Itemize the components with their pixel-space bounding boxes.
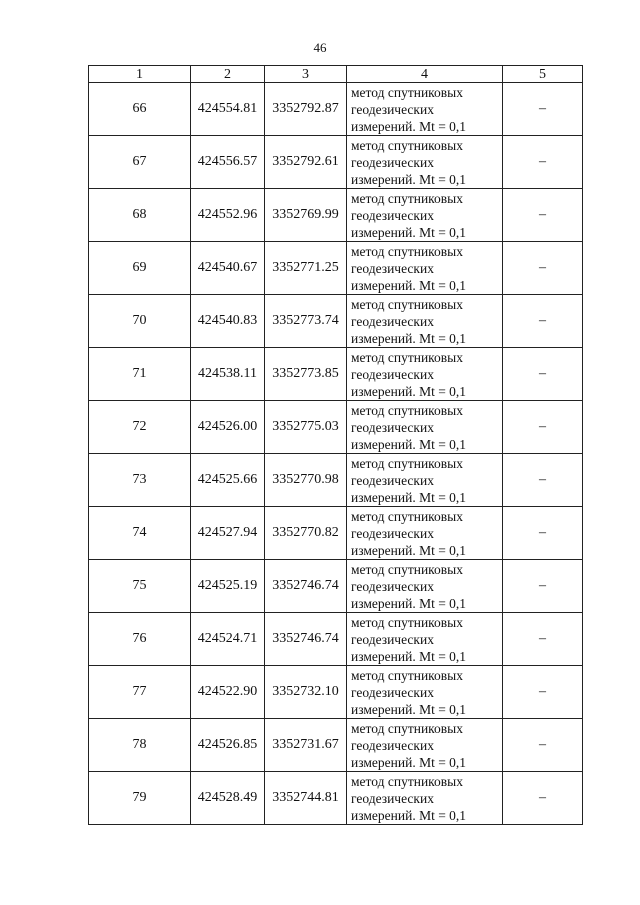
table-row — [89, 772, 583, 825]
method-text-line: измерений. Mt = 0,1 — [351, 754, 467, 770]
method-text-line: измерений. Mt = 0,1 — [351, 383, 467, 399]
x-coordinate-cell: 424556.57 — [191, 136, 265, 189]
column-header-4: 4 — [347, 66, 503, 83]
method-cell — [347, 401, 503, 454]
method-cell — [347, 719, 503, 772]
method-cell — [347, 507, 503, 560]
note-cell: – — [503, 189, 583, 242]
table-row — [89, 83, 583, 136]
y-coordinate-cell: 3352773.85 — [265, 348, 347, 401]
y-coordinate-cell: 3352773.74 — [265, 295, 347, 348]
point-number-cell: 78 — [89, 719, 191, 772]
table-row — [89, 719, 583, 772]
point-number-cell: 69 — [89, 242, 191, 295]
method-text-line: измерений. Mt = 0,1 — [351, 118, 467, 134]
method-cell — [347, 242, 503, 295]
method-text-line: измерений. Mt = 0,1 — [351, 648, 467, 664]
method-cell — [347, 295, 503, 348]
method-text-line: метод спутниковых — [351, 667, 463, 683]
method-text-line: измерений. Mt = 0,1 — [351, 224, 467, 240]
method-text-line: метод спутниковых — [351, 296, 463, 312]
method-cell — [347, 83, 503, 136]
method-cell — [347, 348, 503, 401]
point-number-cell: 77 — [89, 666, 191, 719]
method-cell — [347, 136, 503, 189]
y-coordinate-cell: 3352744.81 — [265, 772, 347, 825]
point-number-cell: 71 — [89, 348, 191, 401]
y-coordinate-cell: 3352792.87 — [265, 83, 347, 136]
point-number-cell: 73 — [89, 454, 191, 507]
method-text-line: метод спутниковых — [351, 455, 463, 471]
table-row — [89, 348, 583, 401]
method-cell — [347, 613, 503, 666]
method-text-line: метод спутниковых — [351, 84, 463, 100]
method-text-line: измерений. Mt = 0,1 — [351, 807, 467, 823]
method-text-line: измерений. Mt = 0,1 — [351, 330, 467, 346]
method-text-line: измерений. Mt = 0,1 — [351, 489, 467, 505]
column-header-5: 5 — [503, 66, 583, 83]
coordinates-table — [88, 65, 583, 825]
method-text-line: геодезических — [351, 525, 434, 541]
method-text-line: измерений. Mt = 0,1 — [351, 171, 467, 187]
note-cell: – — [503, 348, 583, 401]
x-coordinate-cell: 424526.85 — [191, 719, 265, 772]
column-header-3: 3 — [265, 66, 347, 83]
note-cell: – — [503, 295, 583, 348]
method-text-line: геодезических — [351, 472, 434, 488]
x-coordinate-cell: 424540.67 — [191, 242, 265, 295]
x-coordinate-cell: 424522.90 — [191, 666, 265, 719]
note-cell: – — [503, 507, 583, 560]
method-text-line: геодезических — [351, 419, 434, 435]
table-row — [89, 242, 583, 295]
method-text-line: геодезических — [351, 260, 434, 276]
y-coordinate-cell: 3352792.61 — [265, 136, 347, 189]
point-number-cell: 67 — [89, 136, 191, 189]
method-text-line: геодезических — [351, 684, 434, 700]
point-number-cell: 72 — [89, 401, 191, 454]
x-coordinate-cell: 424526.00 — [191, 401, 265, 454]
method-text-line: измерений. Mt = 0,1 — [351, 701, 467, 717]
x-coordinate-cell: 424540.83 — [191, 295, 265, 348]
note-cell: – — [503, 83, 583, 136]
method-text-line: геодезических — [351, 790, 434, 806]
method-text-line: геодезических — [351, 207, 434, 223]
column-header-2: 2 — [191, 66, 265, 83]
method-text-line: метод спутниковых — [351, 720, 463, 736]
x-coordinate-cell: 424552.96 — [191, 189, 265, 242]
y-coordinate-cell: 3352746.74 — [265, 613, 347, 666]
method-text-line: метод спутниковых — [351, 349, 463, 365]
method-text-line: метод спутниковых — [351, 190, 463, 206]
method-cell — [347, 189, 503, 242]
table-row — [89, 507, 583, 560]
table-row — [89, 666, 583, 719]
method-cell — [347, 772, 503, 825]
page-number: 46 — [313, 40, 327, 55]
method-text-line: геодезических — [351, 737, 434, 753]
table-row — [89, 454, 583, 507]
y-coordinate-cell: 3352732.10 — [265, 666, 347, 719]
table-row — [89, 560, 583, 613]
method-text-line: геодезических — [351, 366, 434, 382]
method-text-line: измерений. Mt = 0,1 — [351, 277, 467, 293]
note-cell: – — [503, 772, 583, 825]
method-text-line: метод спутниковых — [351, 137, 463, 153]
point-number-cell: 66 — [89, 83, 191, 136]
note-cell: – — [503, 719, 583, 772]
note-cell: – — [503, 613, 583, 666]
point-number-cell: 70 — [89, 295, 191, 348]
table-row — [89, 136, 583, 189]
method-text-line: метод спутниковых — [351, 243, 463, 259]
y-coordinate-cell: 3352731.67 — [265, 719, 347, 772]
x-coordinate-cell: 424538.11 — [191, 348, 265, 401]
table-row — [89, 189, 583, 242]
point-number-cell: 74 — [89, 507, 191, 560]
method-cell — [347, 666, 503, 719]
x-coordinate-cell: 424525.66 — [191, 454, 265, 507]
method-text-line: геодезических — [351, 578, 434, 594]
method-cell — [347, 560, 503, 613]
note-cell: – — [503, 454, 583, 507]
y-coordinate-cell: 3352770.82 — [265, 507, 347, 560]
note-cell: – — [503, 136, 583, 189]
table-row — [89, 613, 583, 666]
x-coordinate-cell: 424525.19 — [191, 560, 265, 613]
column-header-1: 1 — [89, 66, 191, 83]
method-text-line: метод спутниковых — [351, 402, 463, 418]
method-text-line: геодезических — [351, 154, 434, 170]
note-cell: – — [503, 401, 583, 454]
note-cell: – — [503, 560, 583, 613]
method-text-line: метод спутниковых — [351, 508, 463, 524]
y-coordinate-cell: 3352770.98 — [265, 454, 347, 507]
x-coordinate-cell: 424527.94 — [191, 507, 265, 560]
y-coordinate-cell: 3352775.03 — [265, 401, 347, 454]
table-row — [89, 295, 583, 348]
y-coordinate-cell: 3352746.74 — [265, 560, 347, 613]
x-coordinate-cell: 424528.49 — [191, 772, 265, 825]
table-row — [89, 401, 583, 454]
method-text-line: измерений. Mt = 0,1 — [351, 595, 467, 611]
method-cell — [347, 454, 503, 507]
note-cell: – — [503, 242, 583, 295]
y-coordinate-cell: 3352771.25 — [265, 242, 347, 295]
point-number-cell: 76 — [89, 613, 191, 666]
point-number-cell: 75 — [89, 560, 191, 613]
method-text-line: измерений. Mt = 0,1 — [351, 436, 467, 452]
method-text-line: метод спутниковых — [351, 614, 463, 630]
method-text-line: геодезических — [351, 313, 434, 329]
table-body — [89, 83, 583, 825]
method-text-line: геодезических — [351, 631, 434, 647]
x-coordinate-cell: 424524.71 — [191, 613, 265, 666]
method-text-line: измерений. Mt = 0,1 — [351, 542, 467, 558]
method-text-line: метод спутниковых — [351, 773, 463, 789]
point-number-cell: 68 — [89, 189, 191, 242]
method-text-line: метод спутниковых — [351, 561, 463, 577]
method-text-line: геодезических — [351, 101, 434, 117]
x-coordinate-cell: 424554.81 — [191, 83, 265, 136]
y-coordinate-cell: 3352769.99 — [265, 189, 347, 242]
note-cell: – — [503, 666, 583, 719]
table-header-row — [89, 66, 583, 83]
point-number-cell: 79 — [89, 772, 191, 825]
